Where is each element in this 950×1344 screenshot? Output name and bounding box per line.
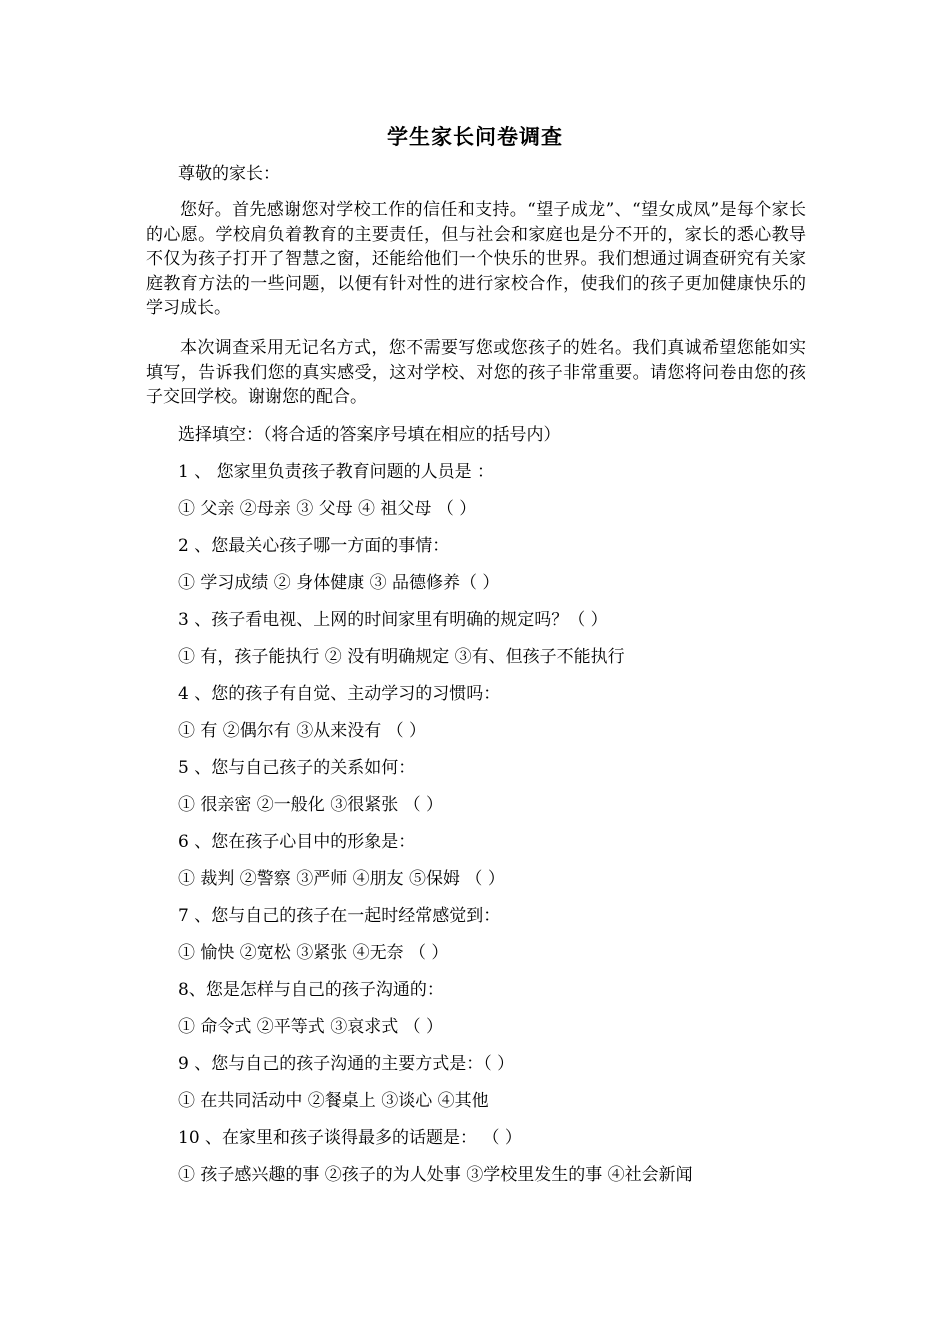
answer-options-9: ① 在共同活动中 ②餐桌上 ③谈心 ④其他 (178, 1091, 489, 1111)
answer-options-7: ① 愉快 ②宽松 ③紧张 ④无奈 （ ） (178, 943, 449, 963)
intro-paragraph-1: 您好。首先感谢您对学校工作的信任和支持。“望子成龙”、“望女成凤”是每个家长的心愿。学校肩负着教育的主要责任，但与社会和家庭也是分不开的，家长的悉心教导不仅为孩子打开了智慧之窗，还能给他们一个快乐的世界。我们想通过调查研究有关家庭教育方法的一些问题，以便有针对性的进行家校合作，使我们的孩子更加健康快乐的学习成长。 (146, 200, 806, 318)
answer-options-3: ① 有，孩子能执行 ② 没有明确规定 ③有、但孩子不能执行 (178, 647, 625, 667)
answer-options-1: ① 父亲 ②母亲 ③ 父母 ④ 祖父母 （ ） (178, 499, 477, 519)
answer-options-8: ① 命令式 ②平等式 ③哀求式 （ ） (178, 1017, 444, 1037)
question-1: 1 、 您家里负责孩子教育问题的人员是 ： (178, 462, 495, 482)
question-2: 2 、您最关心孩子哪一方面的事情： (178, 536, 450, 556)
intro-paragraph-2: 本次调查采用无记名方式，您不需要写您或您孩子的姓名。我们真诚希望您能如实填写，告诉我们您的真实感受，这对学校、对您的孩子非常重要。请您将问卷由您的孩子交回学校。谢谢您的配合。 (146, 338, 806, 407)
question-8: 8、您是怎样与自己的孩子沟通的： (178, 980, 444, 1000)
question-9: 9 、您与自己的孩子沟通的主要方式是：（ ） (178, 1054, 515, 1074)
question-5: 5 、您与自己孩子的关系如何： (178, 758, 416, 778)
answer-options-10: ① 孩子感兴趣的事 ②孩子的为人处事 ③学校里发生的事 ④社会新闻 (178, 1165, 693, 1185)
question-3: 3 、孩子看电视、上网的时间家里有明确的规定吗？（ ） (178, 610, 608, 630)
question-10: 10 、在家里和孩子谈得最多的话题是： （ ） (178, 1128, 522, 1148)
instruction-text: 选择填空：（将合适的答案序号填在相应的括号内） (178, 425, 561, 445)
question-6: 6 、您在孩子心目中的形象是： (178, 832, 416, 852)
page-title: 学生家长问卷调查 (387, 124, 563, 149)
answer-options-5: ① 很亲密 ②一般化 ③很紧张 （ ） (178, 795, 444, 815)
answer-options-6: ① 裁判 ②警察 ③严师 ④朋友 ⑤保姆 （ ） (178, 869, 505, 889)
greeting: 尊敬的家长： (178, 164, 280, 184)
question-7: 7 、您与自己的孩子在一起时经常感觉到： (178, 906, 501, 926)
answer-options-4: ① 有 ②偶尔有 ③从来没有 （ ） (178, 721, 427, 741)
question-4: 4 、您的孩子有自觉、主动学习的习惯吗： (178, 684, 501, 704)
answer-options-2: ① 学习成绩 ② 身体健康 ③ 品德修养（ ） (178, 573, 500, 593)
